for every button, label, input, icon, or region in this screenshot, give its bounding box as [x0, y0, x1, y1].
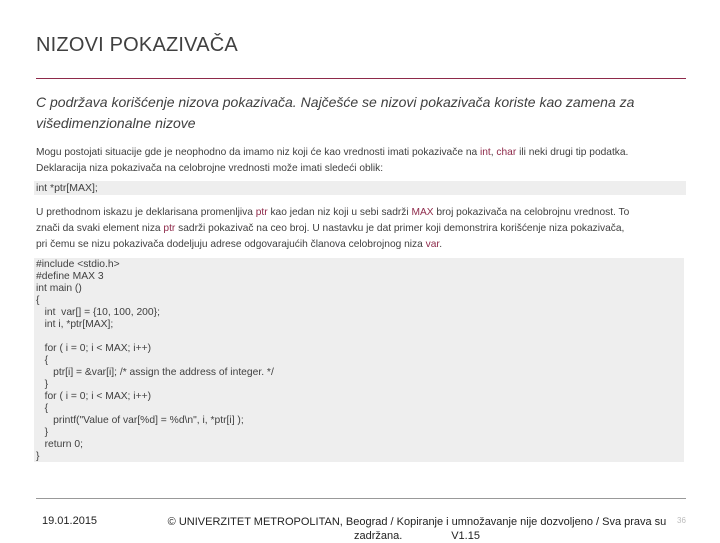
code-line: for ( i = 0; i < MAX; i++) — [36, 391, 152, 402]
code-line: int i, *ptr[MAX]; — [36, 319, 114, 330]
intro-paragraph — [36, 145, 686, 177]
keyword-var: var — [425, 239, 440, 250]
code-line: { — [36, 403, 49, 414]
code-line: #include <stdio.h> — [36, 259, 120, 270]
code-line: } — [36, 379, 49, 390]
intro-line-2: Deklaracija niza pokazivača na celobrojne vrednosti može imati sledeći oblik: — [36, 163, 384, 174]
code-line: } — [36, 427, 49, 438]
code-example-block — [34, 258, 684, 462]
declaration-code: int *ptr[MAX]; — [34, 181, 686, 195]
slide-title: NIZOVI POKAZIVAČA — [36, 34, 238, 56]
footer-date: 19.01.2015 — [42, 515, 98, 527]
footer-divider — [36, 498, 686, 499]
keyword-ptr: ptr — [255, 207, 268, 218]
title-divider — [36, 78, 686, 79]
code-line: ptr[i] = &var[i]; /* assign the address of integer. */ — [36, 367, 274, 378]
keyword-max: MAX — [411, 207, 434, 218]
footer-copyright-line-2: zadržana. V1.15 — [354, 530, 480, 542]
code-line: { — [36, 295, 40, 306]
keyword-char: char — [496, 147, 517, 158]
keyword-int: int — [479, 147, 491, 158]
intro-line-1: Mogu postojati situacije gde je neophodno da imamo niz koji će kao vrednosti imati pokazivače na int, char ili neki drugi tip podatka. — [36, 147, 629, 158]
code-line: return 0; — [36, 439, 83, 450]
page-number: 36 — [677, 516, 686, 525]
code-line: } — [36, 451, 40, 462]
code-line: int var[] = {10, 100, 200}; — [36, 307, 160, 318]
code-line: { — [36, 355, 49, 366]
footer-copyright — [150, 515, 684, 543]
explanation-line-1: U prethodnom iskazu je deklarisana promenljiva ptr kao jedan niz koji u sebi sadrži MAX broj pokazivača na celobrojnu vrednost. To — [36, 207, 630, 218]
keyword-ptr: ptr — [163, 223, 176, 234]
code-line: printf("Value of var[%d] = %d\n", i, *ptr[i] ); — [36, 415, 244, 426]
code-line: for ( i = 0; i < MAX; i++) — [36, 343, 152, 354]
explanation-line-2: znači da svaki element niza ptr sadrži pokazivač na ceo broj. U nastavku je dat primer koji demonstrira korišćenje niza pokazivača, — [36, 223, 625, 234]
explanation-paragraph — [36, 205, 686, 253]
explanation-line-3: pri čemu se nizu pokazivača dodeljuju adrese odgovarajućih članova celobrojnog niza var. — [36, 239, 443, 250]
code-line: #define MAX 3 — [36, 271, 104, 282]
footer-copyright-line-1: © UNIVERZITET METROPOLITAN, Beograd / Kopiranje i umnožavanje nije dozvoljeno / Sva prava su — [167, 516, 667, 528]
slide-subtitle: C podržava korišćenje nizova pokazivača. Najčešće se nizovi pokazivača koriste kao zamena za višedimenzionalne nizove — [36, 94, 635, 131]
code-line: int main () — [36, 283, 82, 294]
